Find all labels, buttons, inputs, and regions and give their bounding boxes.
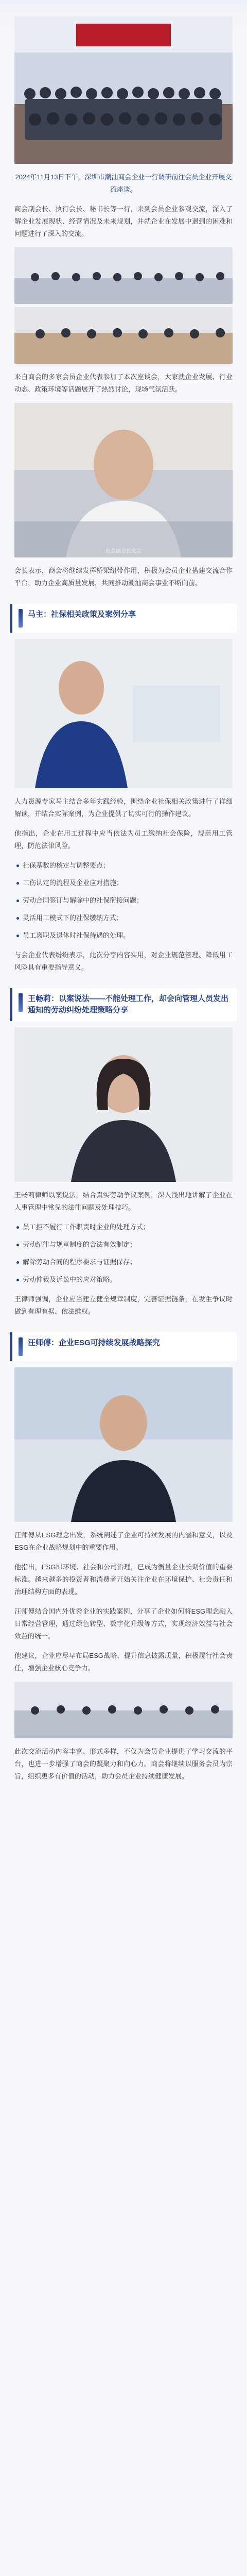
section-2-photo-image (14, 1027, 233, 1182)
group-photo-image (14, 16, 233, 164)
closing-photo-image (14, 1682, 233, 1738)
intro-paragraph-3: 来自商会的多家会员企业代表参加了本次座谈会，大家就企业发展、行业动态、政策环境等话题展开了热烈讨论，现场气氛活跃。 (14, 373, 233, 393)
section-2-bullet: 劳动仲裁及诉讼中的应对策略。 (23, 1274, 233, 1286)
intro-paragraph-2: 商会副会长、执行会长、秘书长等一行，来到会员企业参观交流，深入了解企业发展现状、经营情况及未来规划，并就企业在发展中遇到的困难和问题进行了深入的交流。 (14, 205, 233, 238)
section-1-title: 马主：社保相关政策及案例分享 (28, 610, 136, 619)
section-2-header (10, 988, 237, 1021)
section-1-paragraph-3: 与会企业代表纷纷表示，此次分享内容实用，对企业规范管理、降低用工风险具有重要指导意义。 (14, 951, 233, 971)
group-photo (14, 16, 233, 164)
section-bar-icon (19, 993, 23, 1012)
section-1-bullet: 劳动合同签订与解除中的社保衔接问题； (23, 894, 233, 907)
section-1-bullet: 灵活用工模式下的社保缴纳方式； (23, 912, 233, 924)
section-3-paragraph-4: 他建议，企业应尽早布局ESG战略，提升信息披露质量，积极履行社会责任，增强企业核心竞争力。 (14, 1652, 233, 1672)
meeting-photo-2-image (14, 307, 233, 364)
meeting-photo-2 (14, 307, 233, 364)
closing-paragraph: 此次交流活动内容丰富、形式多样，不仅为会员企业提供了学习交流的平台，也进一步增强了商会的凝聚力和向心力。商会将继续以服务会员为宗旨，组织更多有价值的活动，助力会员企业持续健康发展。 (14, 1748, 233, 1780)
section-2-photo (14, 1027, 233, 1182)
section-2-bullet: 员工拒不履行工作职责时企业的处理方式； (23, 1221, 233, 1233)
section-3-photo (14, 1367, 233, 1522)
intro-paragraph-1: 2024年11月13日下午，深圳市潮汕商会企业一行调研前往会员企业开展交流座谈。 (15, 173, 232, 193)
speaker-photo-image (14, 403, 233, 557)
meeting-photo-1-image (14, 247, 233, 304)
section-1-bullet: 社保基数的核定与调整要点； (23, 859, 233, 872)
meeting-photo-1 (14, 247, 233, 304)
section-3-photo-image (14, 1367, 233, 1522)
section-1-photo (14, 639, 233, 788)
section-2-paragraph-2: 王律师强调，企业应当建立健全规章制度，完善证据链条，在发生争议时做到有理有据、依法维权。 (14, 1295, 233, 1315)
intro-paragraph-4: 会长表示，商会将继续发挥桥梁纽带作用，积极为会员企业搭建交流合作平台，助力企业高质量发展，共同推动潮汕商会事业不断向前。 (14, 567, 233, 587)
closing-photo (14, 1682, 233, 1738)
section-bar-icon (19, 609, 23, 628)
section-3-title: 汪师傅：企业ESG可持续发展战略探究 (28, 1338, 160, 1347)
section-2-bullet: 劳动纪律与规章制度的合法有效制定； (23, 1239, 233, 1251)
section-1-photo-image (14, 639, 233, 788)
speaker-photo (14, 403, 233, 557)
section-1-bullet: 员工离职及退休时社保待遇的处理。 (23, 929, 233, 942)
section-1-header (10, 604, 237, 633)
section-1-paragraph-2: 他指出，企业在用工过程中应当依法为员工缴纳社会保险，规范用工管理，防范法律风险。 (14, 829, 233, 850)
section-1-paragraph-1: 人力资源专家马主结合多年实践经验，围绕企业社保相关政策进行了详细解读，并结合实际案例，为企业提供了切实可行的操作建议。 (14, 798, 233, 818)
section-2-title: 王畅莉：以案说法——不能处理工作，却会向管理人员发出通知的劳动纠纷处理策略分享 (28, 994, 229, 1014)
section-2-bullet: 解除劳动合同的程序要求与证据保存； (23, 1256, 233, 1268)
speaker-photo-caption: 商会副会长发言 (105, 549, 142, 554)
section-1-bullet: 工伤认定的流程及企业应对措施； (23, 877, 233, 889)
section-3-paragraph-2: 他指出，ESG即环境、社会和公司治理，已成为衡量企业长期价值的重要标准。越来越多的投资者和消费者开始关注企业在环境保护、社会责任和治理结构方面的表现。 (14, 1563, 233, 1596)
section-3-header (10, 1332, 237, 1361)
section-bar-icon (19, 1337, 23, 1356)
section-3-paragraph-1: 汪师傅从ESG理念出发，系统阐述了企业可持续发展的内涵和意义，以及ESG在企业战略规划中的重要作用。 (14, 1531, 233, 1551)
section-3-paragraph-3: 汪师傅结合国内外优秀企业的实践案例，分享了企业如何将ESG理念融入日常经营管理，通过绿色转型、数字化升级等方式，实现经济效益与社会效益的统一。 (14, 1607, 233, 1640)
section-2-paragraph-1: 王畅莉律师以案说法，结合真实劳动争议案例，深入浅出地讲解了企业在人事管理中常见的法律问题及处理技巧。 (14, 1191, 233, 1211)
